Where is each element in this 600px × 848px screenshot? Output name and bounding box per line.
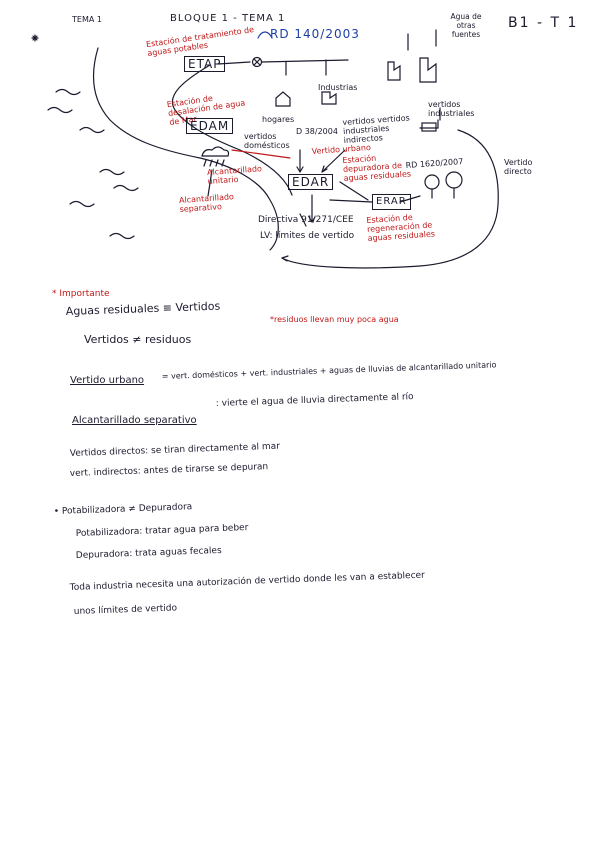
vertido-directo-label: Vertido directo — [504, 158, 533, 176]
wave-3 — [80, 128, 104, 133]
arrow-to-erar — [340, 182, 368, 200]
house-icon — [276, 92, 290, 106]
vertido-urbano-label: Vertido urbano — [311, 142, 372, 156]
erar-box: ERAR — [372, 194, 411, 210]
lv-label: LV: límites de vertido — [260, 231, 355, 241]
wave-4 — [100, 170, 124, 175]
water-cycle-diagram — [0, 0, 600, 300]
alcantarillado-separativo-label: Alcantarillado separativo — [178, 192, 235, 214]
d-ref-label: D 38/2004 — [296, 127, 338, 136]
note-vertidos-residuos: Vertidos ≠ residuos — [84, 333, 192, 346]
industry-icon — [322, 92, 336, 104]
wave-5 — [114, 186, 138, 191]
edam-box: EDAM — [186, 118, 233, 134]
vertidos-domesticos-label: vertidos domésticos — [244, 132, 290, 150]
vertido-urbano-term: Vertido urbano — [70, 375, 145, 386]
importante-heading: * Importante — [52, 289, 110, 299]
wave-6 — [70, 202, 94, 207]
note-aguas-residuales: Aguas residuales ≡ Vertidos — [65, 299, 221, 318]
hogares-label: hogares — [262, 115, 295, 124]
alcantarillado-term: Alcantarillado separativo — [72, 415, 197, 426]
alcantarillado-unitario-label: Alcantarillado unitario — [206, 164, 263, 186]
potabilizadora-definition: Potabilizadora: tratar agua para beber — [75, 522, 249, 539]
alcantarillado-definition: : vierte el agua de lluvia directamente al río — [215, 392, 414, 409]
agua-otras-fuentes-label: Agua de otras fuentes — [450, 12, 482, 39]
etap-box: ETAP — [184, 56, 225, 72]
factory-icon-2 — [420, 58, 436, 82]
tree-icon-1 — [425, 175, 439, 189]
industria-note-line1: Toda industria necesita una autorización de vertido donde les van a establecer — [69, 570, 425, 593]
edar-caption: Estación depuradora de aguas residuales — [342, 153, 412, 183]
tema-label: TEMA 1 — [72, 15, 102, 24]
edar-box: EDAR — [288, 174, 333, 190]
wave-2 — [48, 108, 72, 113]
note-residuos-agua: *residuos llevan muy poca agua — [270, 315, 399, 324]
rd-label: RD 140/2003 — [270, 27, 360, 41]
page-code: B1 - T 1 — [508, 15, 579, 31]
factory-icon-1 — [388, 62, 400, 80]
vertidos-industriales-directos-label: vertidos industriales — [428, 100, 475, 118]
potabilizadora-bullet: • Potabilizadora ≠ Depuradora — [53, 502, 193, 517]
distribution-drops — [286, 60, 326, 75]
bloque-title: BLOQUE 1 - TEMA 1 — [170, 13, 286, 24]
valve-cross — [254, 59, 260, 65]
distribution-pipe — [262, 60, 348, 62]
etap-caption: Estación de tratamiento de aguas potables — [145, 25, 255, 58]
unitario-arrow — [232, 150, 290, 158]
directiva-label: Directiva 91/271/CEE — [258, 215, 354, 225]
vertidos-indirectos-note: vert. indirectos: antes de tirarse se depuran — [69, 462, 269, 479]
rd-1620-label: RD 1620/2007 — [405, 156, 464, 170]
edam-caption: Estación de desalación de agua de Mar — [166, 93, 246, 127]
tree-icon-2 — [446, 172, 462, 188]
industria-note-line2: unos límites de vertido — [73, 603, 178, 617]
vertido-urbano-definition: = vert. domésticos + vert. industriales + aguas de lluvias de alcantarillado unitario — [161, 360, 497, 382]
industrias-label: Industrias — [318, 83, 358, 92]
wave-7 — [110, 234, 134, 239]
wave-1 — [56, 90, 80, 95]
chimneys — [408, 30, 436, 50]
vertidos-directos-note: Vertidos directos: se tiran directamente al mar — [69, 441, 281, 459]
asterisk-mark — [32, 35, 38, 41]
depuradora-definition: Depuradora: trata aguas fecales — [75, 545, 222, 561]
rain-lines — [204, 160, 224, 166]
rain-cloud-icon — [202, 147, 229, 156]
erar-caption: Estación de regeneración de aguas residuales — [366, 212, 436, 243]
vertidos-industriales-label: vertidos vertidos industriales indirectos — [342, 113, 411, 145]
